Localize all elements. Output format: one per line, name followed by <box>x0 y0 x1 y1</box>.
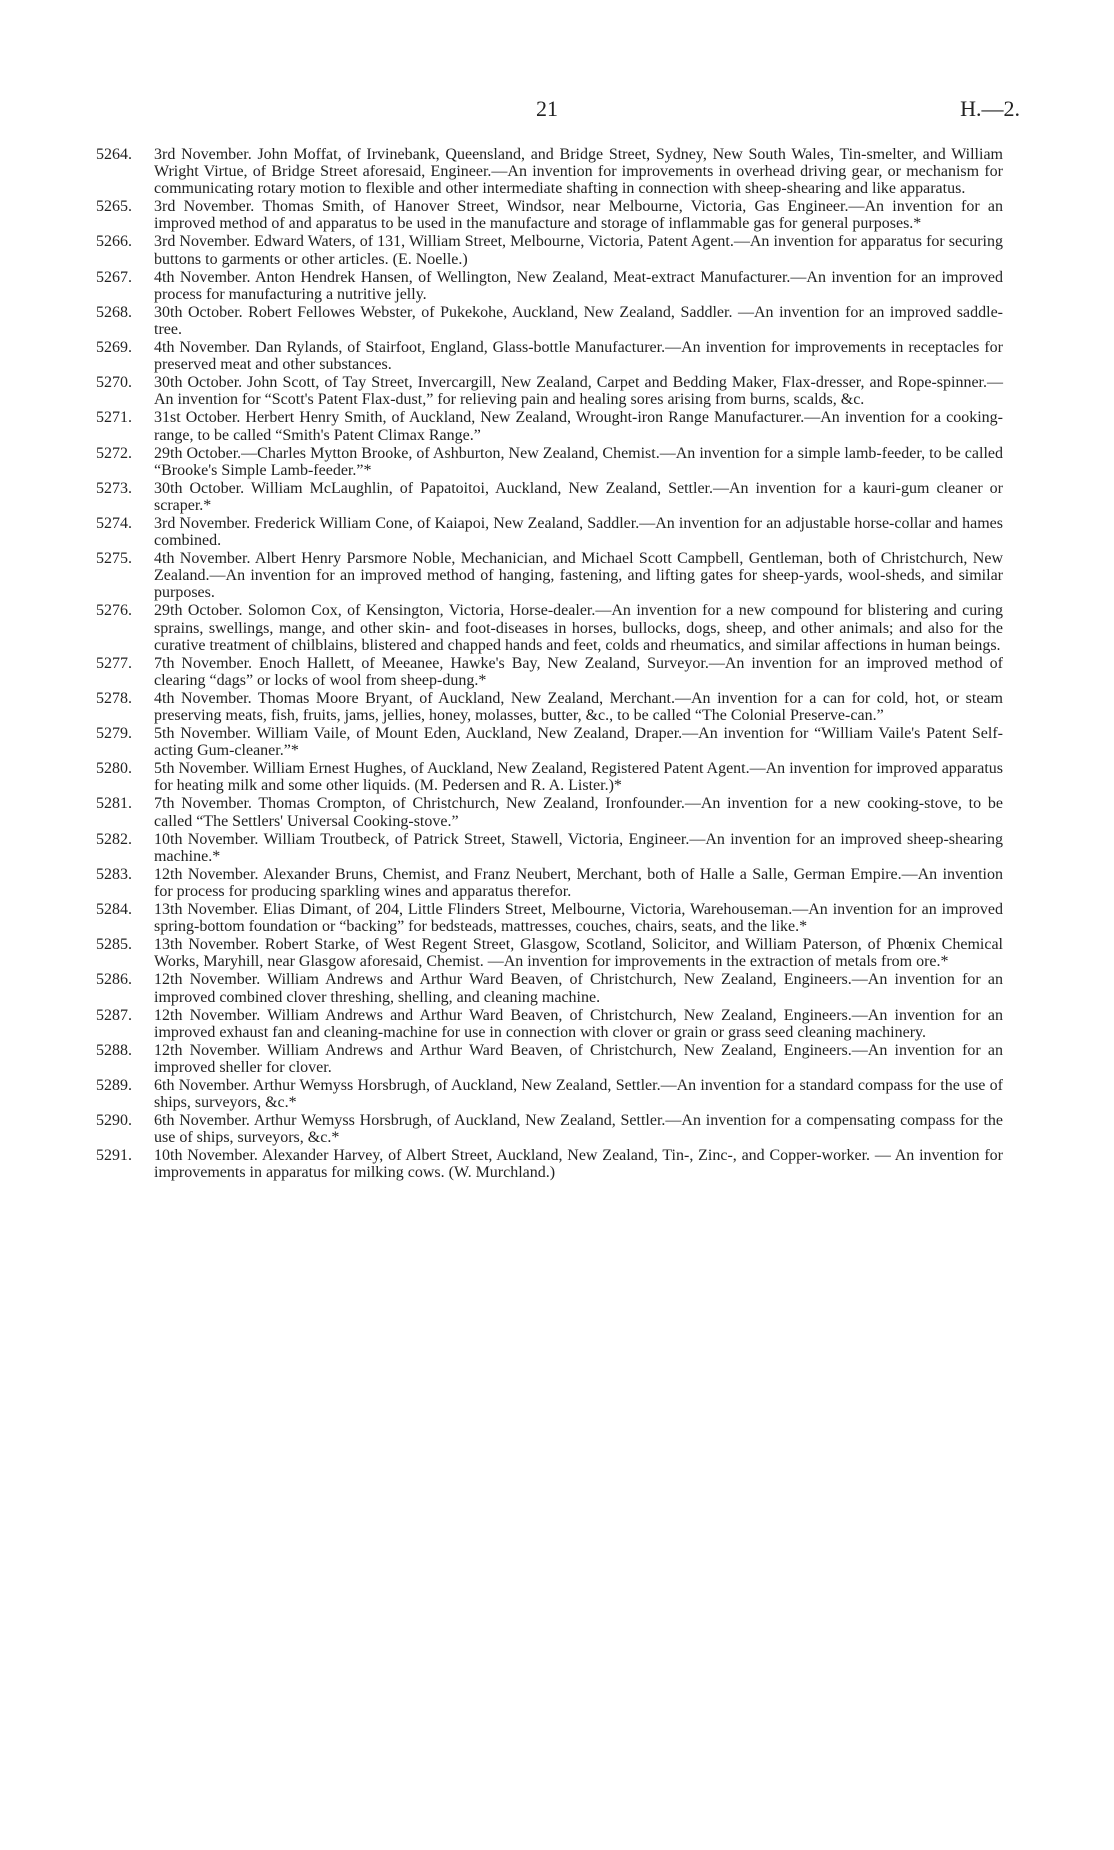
entry-number: 5288. <box>96 1041 132 1059</box>
entry-text: 4th November. Dan Rylands, of Stairfoot, England, Glass-bottle Manufacturer.—An invention for improvements in receptacles for preserved meat and other substances. <box>154 339 1003 374</box>
patent-entry <box>96 374 1003 408</box>
entry-text: 13th November. Robert Starke, of West Regent Street, Glasgow, Scotland, Solicitor, and William Paterson, of Phœnix Chemical Works, Maryhill, near Glasgow aforesaid, Chemist. —An invention for improvements in the extraction of metals from ore.* <box>154 936 1003 971</box>
entry-number: 5290. <box>96 1112 132 1130</box>
entry-number: 5272. <box>96 444 132 462</box>
entry-text: 10th November. Alexander Harvey, of Albert Street, Auckland, New Zealand, Tin-, Zinc-, and Copper-worker. — An invention for improvements in apparatus for milking cows. (W. Murchland.) <box>154 1147 1003 1182</box>
entry-number: 5283. <box>96 865 132 883</box>
entry-text: 5th November. William Ernest Hughes, of Auckland, New Zealand, Registered Patent Agent.—An invention for improved apparatus for heating milk and some other liquids. (M. Pedersen and R. A. Lister.)* <box>154 760 1003 795</box>
entry-number: 5266. <box>96 233 132 251</box>
patent-entry <box>96 550 1003 601</box>
entry-text: 3rd November. Edward Waters, of 131, William Street, Melbourne, Victoria, Patent Agent.—An invention for apparatus for securing buttons to garments or other articles. (E. Noelle.) <box>154 233 1003 268</box>
entry-number: 5286. <box>96 971 132 989</box>
patent-entry <box>96 409 1003 443</box>
entry-text: 12th November. Alexander Bruns, Chemist, and Franz Neubert, Merchant, both of Halle a Salle, German Empire.—An invention for process for producing sparkling wines and apparatus therefor. <box>154 865 1003 900</box>
entry-text: 4th November. Albert Henry Parsmore Noble, Mechanician, and Michael Scott Campbell, Gentleman, both of Christchurch, New Zealand.—An invention for an improved method of hanging, fastening, and lifting gates for sheep-yards, wool-sheds, and similar purposes. <box>154 550 1003 602</box>
patent-entry <box>96 339 1003 373</box>
patent-entry <box>96 445 1003 479</box>
entry-number: 5271. <box>96 409 132 427</box>
entry-text: 13th November. Elias Dimant, of 204, Little Flinders Street, Melbourne, Victoria, Warehouseman.—An invention for an improved spring-bottom foundation or “backing” for bedsteads, mattresses, couches, chairs, seats, and the like.* <box>154 901 1003 936</box>
patent-entry <box>96 1147 1003 1181</box>
patent-entry <box>96 1042 1003 1076</box>
entry-text: 3rd November. John Moffat, of Irvinebank, Queensland, and Bridge Street, Sydney, New South Wales, Tin-smelter, and William Wright Virtue, of Bridge Street aforesaid, Engineer.—An invention for improvements in overhead driving gear, or mechanism for communicating rotary motion to flexible and other intermediate shafting in connection with sheep-shearing and like apparatus. <box>154 146 1003 198</box>
patent-entry <box>96 198 1003 232</box>
entry-text: 3rd November. Thomas Smith, of Hanover Street, Windsor, near Melbourne, Victoria, Gas Engineer.—An invention for an improved method of and apparatus to be used in the manufacture and storage of inflammable gas for general purposes.* <box>154 198 1003 233</box>
patent-entry <box>96 269 1003 303</box>
entry-text: 4th November. Thomas Moore Bryant, of Auckland, New Zealand, Merchant.—An invention for a can for cold, hot, or steam preserving meats, fish, fruits, jams, jellies, honey, molasses, butter, &c., to be called “The Colonial Preserve-can.” <box>154 689 1003 724</box>
entry-text: 5th November. William Vaile, of Mount Eden, Auckland, New Zealand, Draper.—An invention for “William Vaile's Patent Self-acting Gum-cleaner.”* <box>154 725 1003 760</box>
entry-number: 5285. <box>96 936 132 954</box>
page-header <box>0 96 1114 132</box>
entry-number: 5276. <box>96 602 132 620</box>
entry-text: 31st October. Herbert Henry Smith, of Auckland, New Zealand, Wrought-iron Range Manufacturer.—An invention for a cooking-range, to be called “Smith's Patent Climax Range.” <box>154 409 1003 444</box>
patent-entry <box>96 725 1003 759</box>
entry-number: 5274. <box>96 514 132 532</box>
patent-entry <box>96 480 1003 514</box>
entry-text: 12th November. William Andrews and Arthur Ward Beaven, of Christchurch, New Zealand, Engineers.—An invention for an improved combined clover threshing, shelling, and cleaning machine. <box>154 971 1003 1006</box>
patent-entry <box>96 1077 1003 1111</box>
entry-text: 30th October. John Scott, of Tay Street, Invercargill, New Zealand, Carpet and Bedding Maker, Flax-dresser, and Rope-spinner.—An invention for “Scott's Patent Flax-dust,” for relieving pain and healing sores arising from burns, scalds, &c. <box>154 374 1003 409</box>
patent-entry <box>96 936 1003 970</box>
entry-number: 5273. <box>96 479 132 497</box>
patent-entry <box>96 655 1003 689</box>
entry-number: 5278. <box>96 689 132 707</box>
document-reference: H.—2. <box>960 96 1020 121</box>
patent-entry <box>96 795 1003 829</box>
entry-text: 7th November. Thomas Crompton, of Christchurch, New Zealand, Ironfounder.—An invention for a new cooking-stove, to be called “The Settlers' Universal Cooking-stove.” <box>154 795 1003 830</box>
entry-text: 10th November. William Troutbeck, of Patrick Street, Stawell, Victoria, Engineer.—An invention for an improved sheep-shearing machine.* <box>154 830 1003 865</box>
patent-entries-list <box>96 146 1003 1183</box>
patent-entry <box>96 760 1003 794</box>
entry-text: 4th November. Anton Hendrek Hansen, of Wellington, New Zealand, Meat-extract Manufacturer.—An invention for an improved process for manufacturing a nutritive jelly. <box>154 268 1003 303</box>
entry-text: 6th November. Arthur Wemyss Horsbrugh, of Auckland, New Zealand, Settler.—An invention for a compensating compass for the use of ships, surveyors, &c.* <box>154 1112 1003 1147</box>
patent-entry <box>96 515 1003 549</box>
entry-number: 5277. <box>96 654 132 672</box>
patent-entry <box>96 901 1003 935</box>
entry-number: 5275. <box>96 550 132 568</box>
patent-entry <box>96 866 1003 900</box>
entry-number: 5282. <box>96 830 132 848</box>
entry-text: 12th November. William Andrews and Arthur Ward Beaven, of Christchurch, New Zealand, Engineers.—An invention for an improved sheller for clover. <box>154 1041 1003 1076</box>
patent-entry <box>96 1007 1003 1041</box>
entry-number: 5268. <box>96 303 132 321</box>
entry-text: 6th November. Arthur Wemyss Horsbrugh, of Auckland, New Zealand, Settler.—An invention for a standard compass for the use of ships, surveyors, &c.* <box>154 1076 1003 1112</box>
entry-number: 5289. <box>96 1076 132 1094</box>
entry-number: 5287. <box>96 1006 132 1024</box>
entry-number: 5291. <box>96 1147 132 1165</box>
entry-text: 7th November. Enoch Hallett, of Meeanee, Hawke's Bay, New Zealand, Surveyor.—An invention for an improved method of clearing “dags” or locks of wool from sheep-dung.* <box>154 654 1003 689</box>
patent-entry <box>96 304 1003 338</box>
patent-entry <box>96 971 1003 1005</box>
entry-number: 5284. <box>96 901 132 919</box>
entry-text: 30th October. William McLaughlin, of Papatoitoi, Auckland, New Zealand, Settler.—An invention for a kauri-gum cleaner or scraper.* <box>154 479 1003 514</box>
entry-number: 5270. <box>96 374 132 392</box>
entry-text: 30th October. Robert Fellowes Webster, of Pukekohe, Auckland, New Zealand, Saddler. —An invention for an improved saddle-tree. <box>154 303 1003 338</box>
patent-entry <box>96 831 1003 865</box>
entry-number: 5269. <box>96 339 132 357</box>
entry-text: 3rd November. Frederick William Cone, of Kaiapoi, New Zealand, Saddler.—An invention for an adjustable horse-collar and hames combined. <box>154 514 1003 550</box>
entry-text: 29th October. Solomon Cox, of Kensington, Victoria, Horse-dealer.—An invention for a new compound for blistering and curing sprains, swellings, mange, and other skin- and foot-diseases in horses, bullocks, dogs, sheep, and other animals; and also for the curative treatment of chilblains, blistered and chapped hands and feet, colds and rheumatics, and similar affections in human beings. <box>154 602 1003 654</box>
patent-entry <box>96 690 1003 724</box>
entry-number: 5280. <box>96 760 132 778</box>
entry-number: 5264. <box>96 146 132 163</box>
entry-text: 12th November. William Andrews and Arthur Ward Beaven, of Christchurch, New Zealand, Engineers.—An invention for an improved exhaust fan and cleaning-machine for use in connection with clover or grain or grass seed cleaning machinery. <box>154 1006 1003 1041</box>
patent-entry <box>96 602 1003 653</box>
entry-text: 29th October.—Charles Mytton Brooke, of Ashburton, New Zealand, Chemist.—An invention for a simple lamb-feeder, to be called “Brooke's Simple Lamb-feeder.”* <box>154 444 1003 479</box>
page-number: 21 <box>536 96 558 121</box>
entry-number: 5265. <box>96 198 132 216</box>
entry-number: 5279. <box>96 725 132 743</box>
patent-entry <box>96 1112 1003 1146</box>
patent-entry <box>96 233 1003 267</box>
entry-number: 5267. <box>96 268 132 286</box>
entry-number: 5281. <box>96 795 132 813</box>
patent-entry <box>96 146 1003 197</box>
